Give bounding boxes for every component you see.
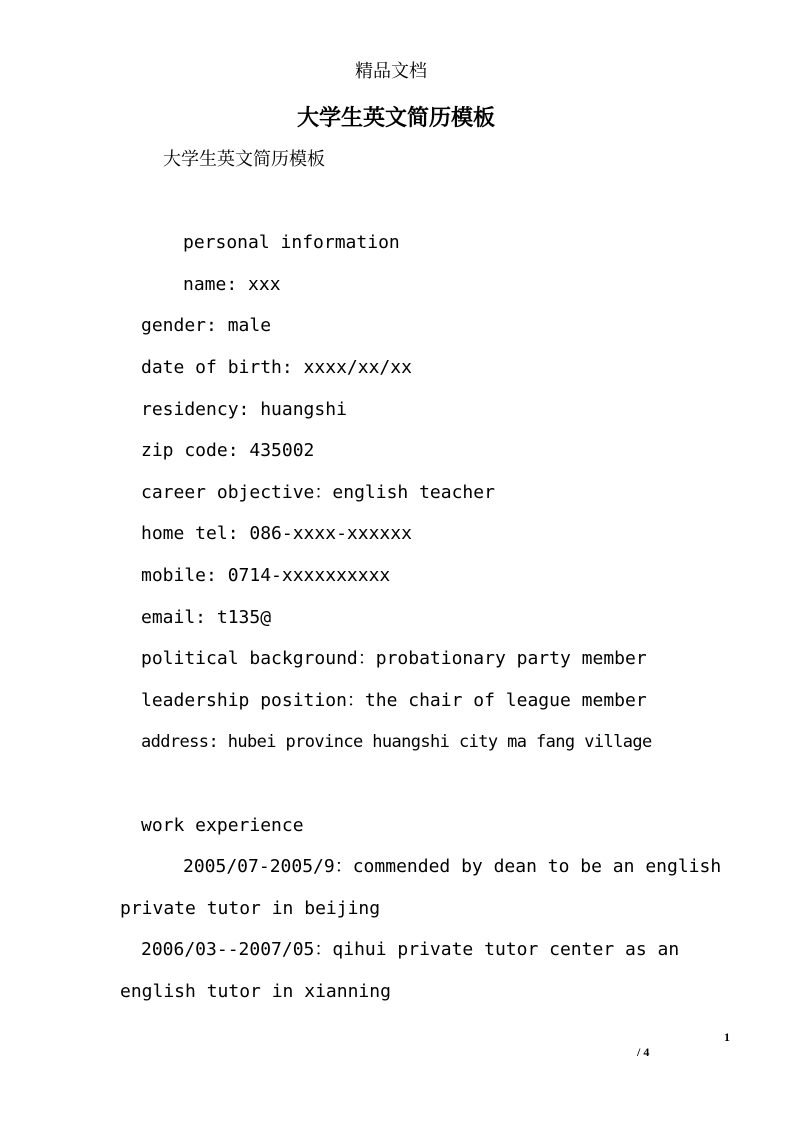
page-number: 1 — [724, 1030, 730, 1044]
work-item-2-line-1: 2006/03--2007/05：qihui private tutor center as an — [141, 939, 680, 960]
section-heading-personal: personal information — [183, 232, 400, 253]
section-heading-work: work experience — [141, 815, 304, 836]
field-residency: residency: huangshi — [141, 399, 347, 420]
work-item-2-line-2: english tutor in xianning — [120, 981, 391, 1002]
field-address: address: hubei province huangshi city ma fang village — [141, 732, 652, 752]
field-mobile: mobile: 0714-xxxxxxxxxx — [141, 565, 391, 586]
field-name: name: xxx — [183, 274, 281, 295]
field-email: email: t135@ — [141, 607, 272, 628]
field-zip-code: zip code: 435002 — [141, 440, 315, 461]
page-header: 精品文档 — [355, 61, 427, 82]
document-title: 大学生英文简历模板 — [297, 105, 496, 131]
field-date-of-birth: date of birth: xxxx/xx/xx — [141, 357, 412, 378]
field-leadership-position: leadership position：the chair of league member — [141, 690, 647, 711]
field-career-objective: career objective：english teacher — [141, 482, 495, 503]
document-subtitle: 大学生英文简历模板 — [163, 149, 325, 170]
field-home-tel: home tel: 086-xxxx-xxxxxx — [141, 523, 412, 544]
page-total: / 4 — [637, 1045, 650, 1059]
work-item-1-line-1: 2005/07-2005/9：commended by dean to be an english — [183, 856, 722, 877]
field-gender: gender: male — [141, 315, 272, 336]
work-item-1-line-2: private tutor in beijing — [120, 898, 381, 919]
field-political-background: political background：probationary party member — [141, 648, 647, 669]
